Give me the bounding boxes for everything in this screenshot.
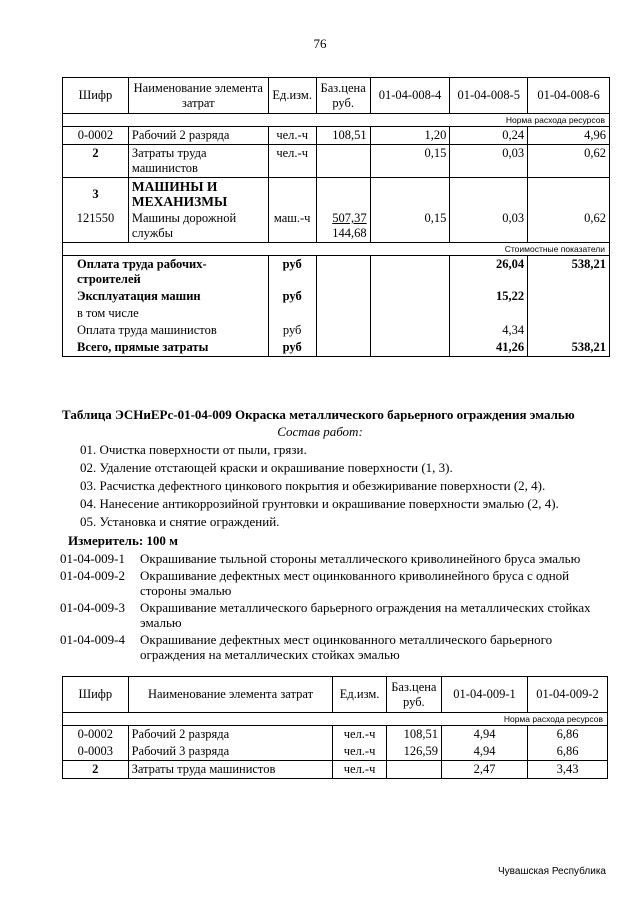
row-v1: 4,94 [442, 743, 528, 761]
row-unit: чел.-ч [333, 761, 386, 779]
row-v2: 0,03 [450, 210, 528, 243]
list-item: 04. Нанесение антикоррозийной грунтовки и окрашивание поверхности эмалью (2, 4). [80, 496, 559, 511]
section-title: Таблица ЭСНиЕРс-01-04-009 Окраска металлического барьерного ограждения эмалью [62, 407, 575, 422]
row-name: Затраты труда машинистов [128, 761, 333, 779]
row-price [316, 145, 370, 178]
cost-v2: 15,22 [450, 288, 528, 305]
row-name: МАШИНЫ И МЕХАНИЗМЫ [128, 178, 268, 211]
cost-v3 [528, 305, 610, 322]
table-row [63, 726, 608, 744]
code-desc: Окрашивание дефектных мест оцинкованного криволинейного бруса с одной стороны эмалью [140, 568, 570, 598]
code-id: 01-04-009-4 [60, 632, 125, 647]
header-unit: Ед.изм. [333, 677, 386, 713]
table-row [63, 288, 610, 305]
table-row [63, 127, 610, 145]
header-col-2: 01-04-008-5 [450, 78, 528, 114]
code-desc: Окрашивание металлического барьерного ограждения на металлических стойках эмалью [140, 600, 591, 630]
row-code: 3 [63, 178, 129, 211]
row-name: Машины дорожной службы [128, 210, 268, 243]
row-code: 121550 [63, 210, 129, 243]
table-row [63, 339, 610, 357]
norm-label: Норма расхода ресурсов [63, 713, 608, 726]
footer-region: Чувашская Республика [498, 866, 606, 877]
row-code: 2 [63, 145, 129, 178]
price-secondary: 144,68 [332, 226, 367, 240]
table-row [63, 145, 610, 178]
header-col-2: 01-04-009-2 [528, 677, 608, 713]
list-item [60, 600, 600, 630]
header-name: Наименование элемента затрат [128, 677, 333, 713]
codes-list [60, 551, 600, 664]
row-price [316, 210, 370, 243]
row-unit: маш.-ч [268, 210, 316, 243]
list-item: 05. Установка и снятие ограждений. [80, 514, 280, 529]
row-unit: чел.-ч [333, 743, 386, 761]
table-row [63, 256, 610, 289]
cost-name: Всего, прямые затраты [63, 339, 269, 357]
list-item [60, 551, 600, 566]
norm-label: Норма расхода ресурсов [63, 114, 610, 127]
cost-v3: 538,21 [528, 256, 610, 289]
row-name: Рабочий 2 разряда [128, 127, 268, 145]
header-col-1: 01-04-008-4 [370, 78, 450, 114]
price-main: 507,37 [332, 211, 367, 225]
header-price: Баз.цена руб. [386, 677, 441, 713]
row-unit: чел.-ч [268, 145, 316, 178]
row-name: Рабочий 2 разряда [128, 726, 333, 744]
row-price: 108,51 [386, 726, 441, 744]
resource-table-1 [62, 77, 610, 357]
cost-unit: руб [268, 256, 316, 289]
cost-v2: 4,34 [450, 322, 528, 339]
cost-v2: 26,04 [450, 256, 528, 289]
cost-v3 [528, 322, 610, 339]
row-v1: 4,94 [442, 726, 528, 744]
list-item [60, 568, 600, 598]
cost-v2 [450, 305, 528, 322]
list-item: 01. Очистка поверхности от пыли, грязи. [80, 442, 307, 457]
row-v3: 4,96 [528, 127, 610, 145]
row-unit: чел.-ч [268, 127, 316, 145]
page-number: 76 [313, 36, 327, 51]
cost-label: Стоимостные показатели [63, 243, 610, 256]
table-row [63, 210, 610, 243]
row-v2: 6,86 [528, 726, 608, 744]
list-item: 03. Расчистка дефектного цинкового покрытия и обезжиривание поверхности (2, 4). [80, 478, 546, 493]
cost-name: Эксплуатация машин [63, 288, 269, 305]
header-col-1: 01-04-009-1 [442, 677, 528, 713]
cost-unit: руб [268, 288, 316, 305]
code-id: 01-04-009-3 [60, 600, 125, 615]
cost-name: Оплата труда машинистов [63, 322, 269, 339]
row-v2: 0,24 [450, 127, 528, 145]
cost-v2: 41,26 [450, 339, 528, 357]
table-row [63, 305, 610, 322]
row-v1: 2,47 [442, 761, 528, 779]
row-v3: 0,62 [528, 210, 610, 243]
cost-name: Оплата труда рабочих-строителей [63, 256, 269, 289]
table-row [63, 178, 610, 211]
row-name: Рабочий 3 разряда [128, 743, 333, 761]
header-name: Наименование элемента затрат [128, 78, 268, 114]
code-id: 01-04-009-2 [60, 568, 125, 583]
cost-v3 [528, 288, 610, 305]
row-code: 0-0003 [63, 743, 129, 761]
row-price: 108,51 [316, 127, 370, 145]
table-row [63, 322, 610, 339]
row-v2: 6,86 [528, 743, 608, 761]
list-item: 02. Удаление отстающей краски и окрашивание поверхности (1, 3). [80, 460, 453, 475]
header-col-3: 01-04-008-6 [528, 78, 610, 114]
code-id: 01-04-009-1 [60, 551, 125, 566]
cost-unit: руб [268, 339, 316, 357]
row-v3: 0,62 [528, 145, 610, 178]
cost-v3: 538,21 [528, 339, 610, 357]
meter-label: Измеритель: 100 м [68, 533, 179, 548]
code-desc: Окрашивание тыльной стороны металлического криволинейного бруса эмалью [140, 551, 581, 566]
row-price [386, 761, 441, 779]
row-code: 0-0002 [63, 127, 129, 145]
table-row [63, 761, 608, 779]
row-name: Затраты труда машинистов [128, 145, 268, 178]
row-code: 0-0002 [63, 726, 129, 744]
table-row [63, 743, 608, 761]
header-code: Шифр [63, 78, 129, 114]
row-v1: 1,20 [370, 127, 450, 145]
list-item [60, 632, 600, 662]
row-v1: 0,15 [370, 210, 450, 243]
cost-unit [268, 305, 316, 322]
row-v1: 0,15 [370, 145, 450, 178]
section-subtitle: Состав работ: [277, 424, 363, 439]
header-price: Баз.цена руб. [316, 78, 370, 114]
row-v2: 3,43 [528, 761, 608, 779]
header-code: Шифр [63, 677, 129, 713]
works-list [80, 441, 559, 531]
cost-name: в том числе [63, 305, 269, 322]
row-code: 2 [63, 761, 129, 779]
row-unit: чел.-ч [333, 726, 386, 744]
code-desc: Окрашивание дефектных мест оцинкованного металлического барьерного ограждения на металлических стойках эмалью [140, 632, 553, 662]
row-price: 126,59 [386, 743, 441, 761]
header-unit: Ед.изм. [268, 78, 316, 114]
row-v2: 0,03 [450, 145, 528, 178]
resource-table-2 [62, 676, 608, 779]
cost-unit: руб [268, 322, 316, 339]
